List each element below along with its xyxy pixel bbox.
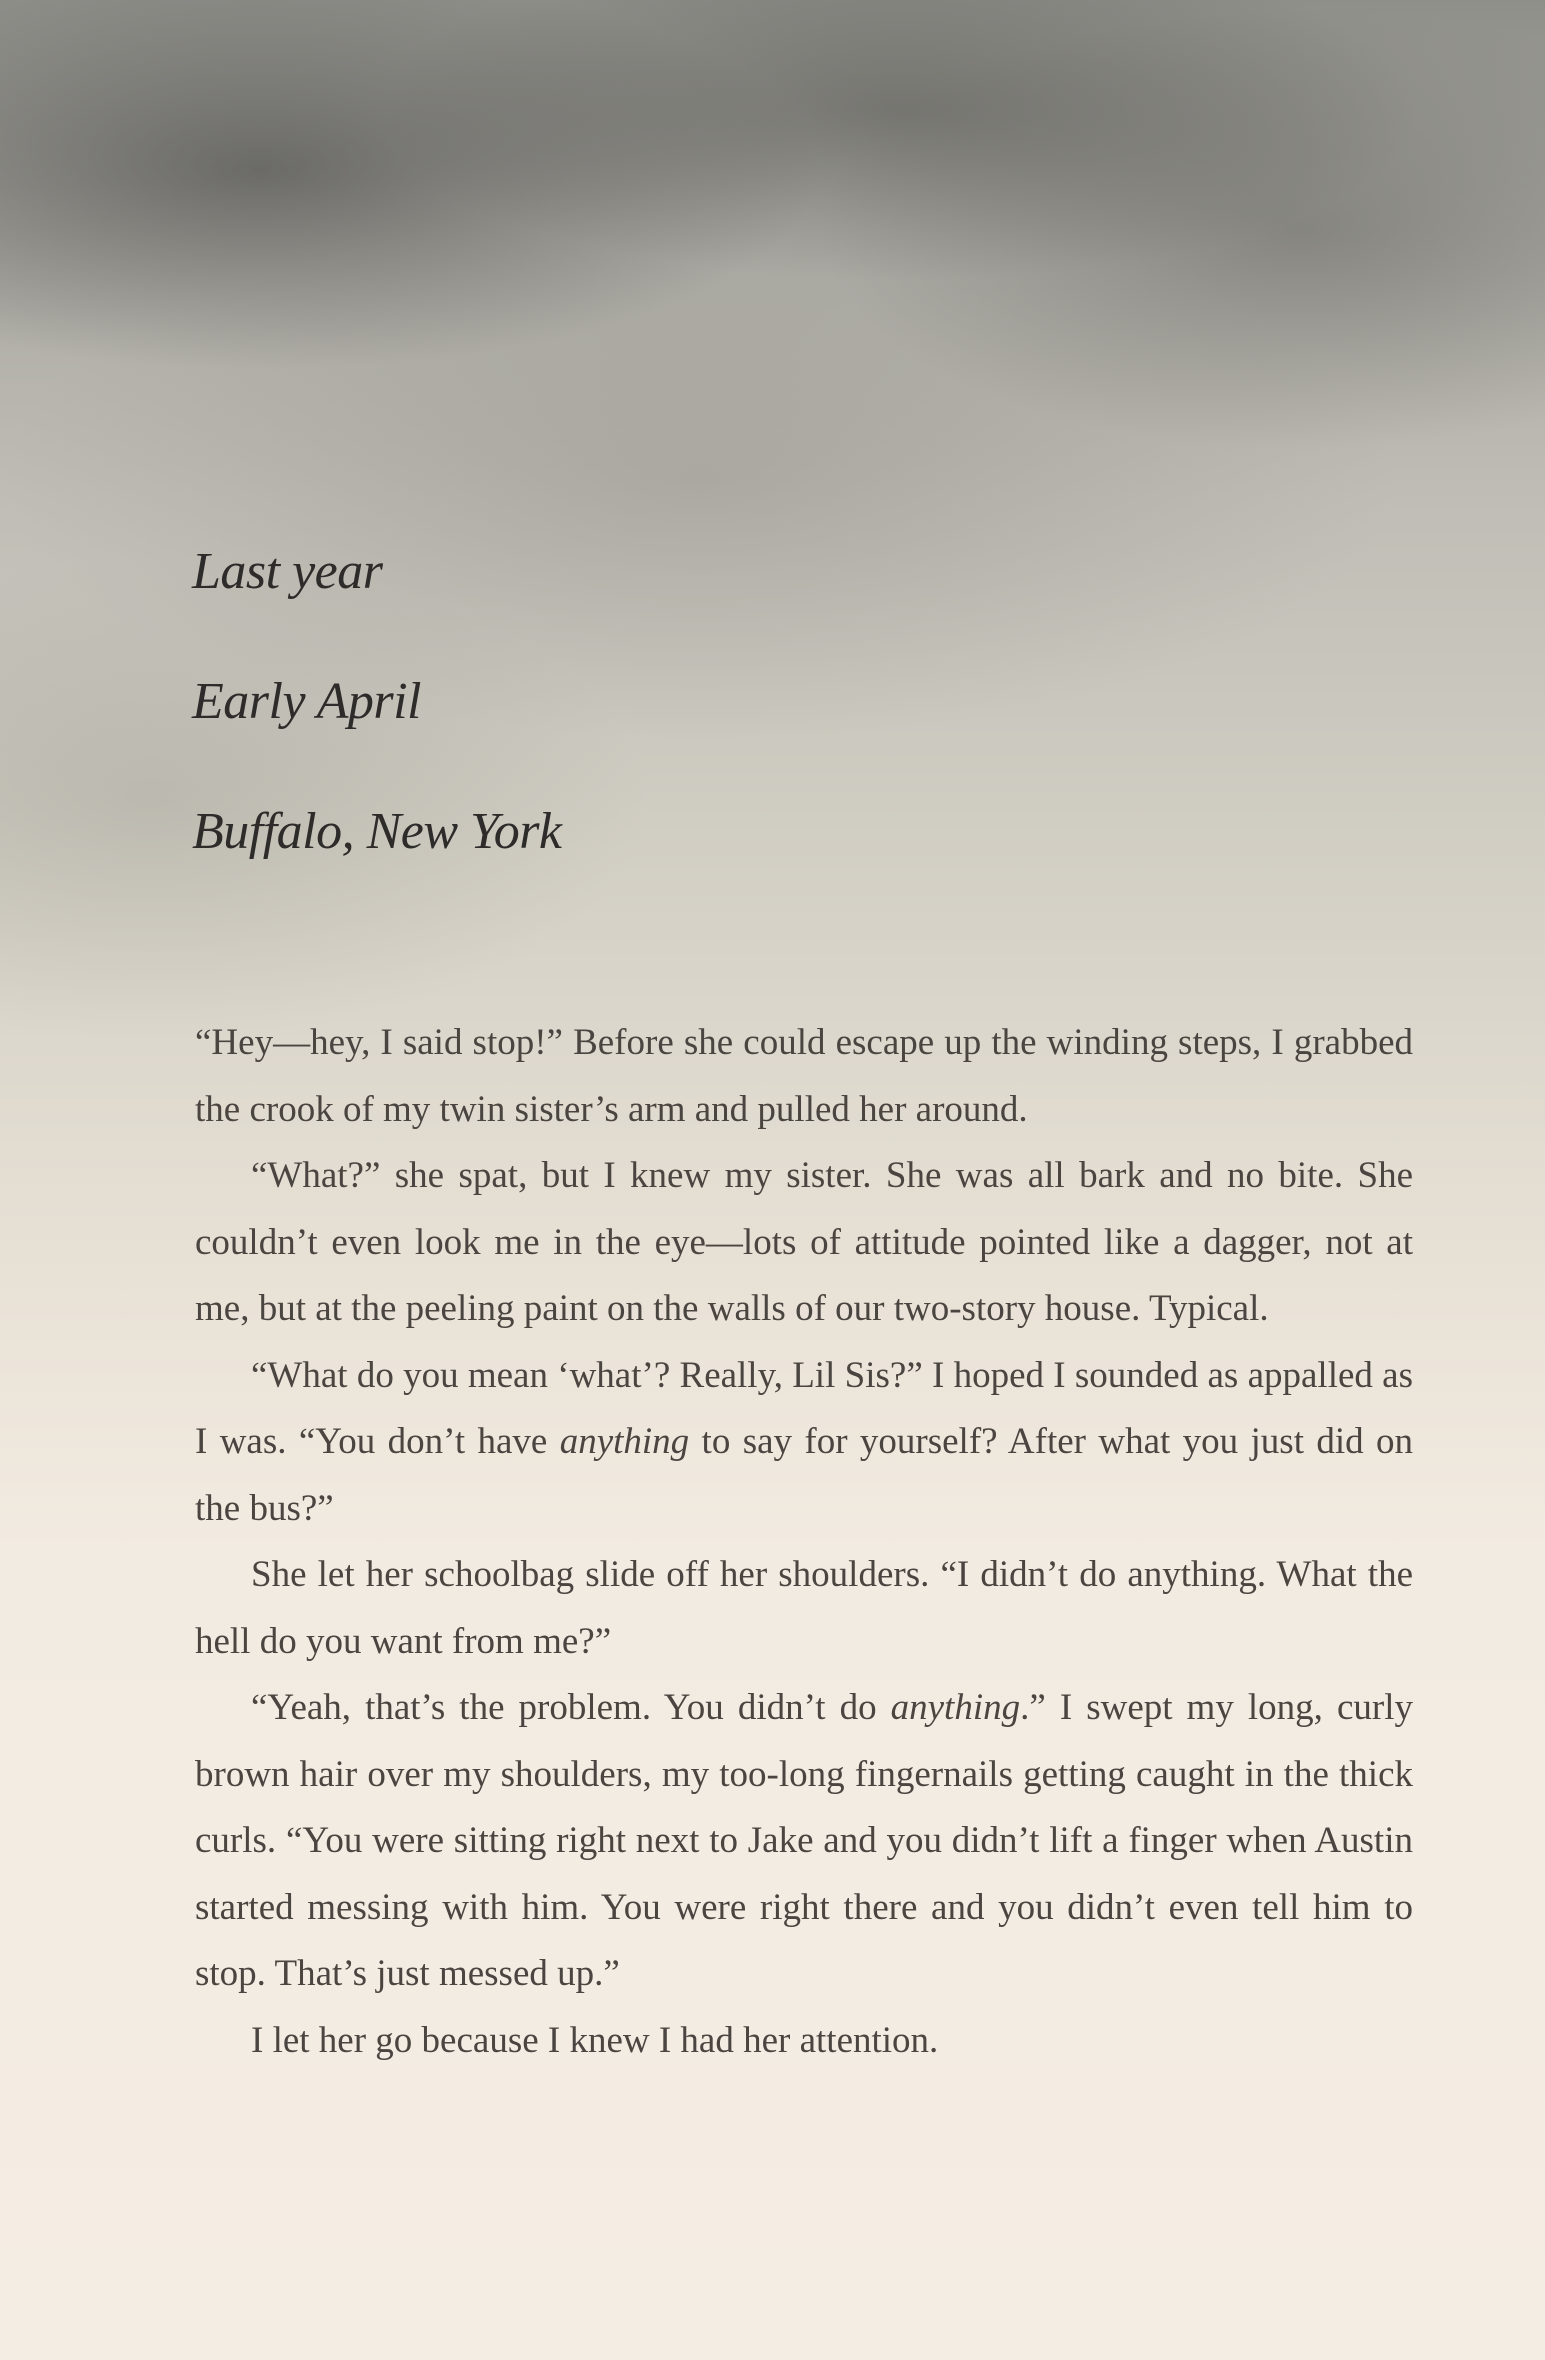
body-text [195, 1010, 1413, 2074]
paragraph-4: She let her schoolbag slide off her shoulders. “I didn’t do anything. What the hell do you want from me?” [195, 1554, 1413, 1662]
heading-time: Last year [192, 543, 383, 600]
paragraph-1: “Hey—hey, I said stop!” Before she could escape up the winding steps, I grabbed the crook of my twin sister’s arm and pulled her around. [195, 1022, 1413, 1130]
heading-date: Early April [192, 673, 421, 730]
heading-location: Buffalo, New York [192, 803, 562, 860]
paragraph-3: “What do you mean ‘what’? Really, Lil Sis?” I hoped I sounded as appalled as I was. “You don’t have anything to say for yourself? After what you just did on the bus?” [195, 1354, 1413, 1529]
emphasis-anything: anything [559, 1421, 690, 1462]
emphasis-anything: anything [890, 1687, 1021, 1728]
paragraph-6: I let her go because I knew I had her attention. [251, 2019, 939, 2061]
paragraph-5: “Yeah, that’s the problem. You didn’t do anything.” I swept my long, curly brown hair over my shoulders, my too-long fingernails getting caught in the thick curls. “You were sitting right next to Jake and you didn’t lift a finger when Austin started messing with him. You were right there and you didn’t even tell him to stop. That’s just messed up.” [195, 1687, 1413, 1994]
chapter-heading [192, 540, 1092, 930]
paragraph-2: “What?” she spat, but I knew my sister. She was all bark and no bite. She couldn’t even look me in the eye—lots of attitude pointed like a dagger, not at me, but at the peeling paint on the walls of our two-story house. Typical. [195, 1155, 1413, 1329]
